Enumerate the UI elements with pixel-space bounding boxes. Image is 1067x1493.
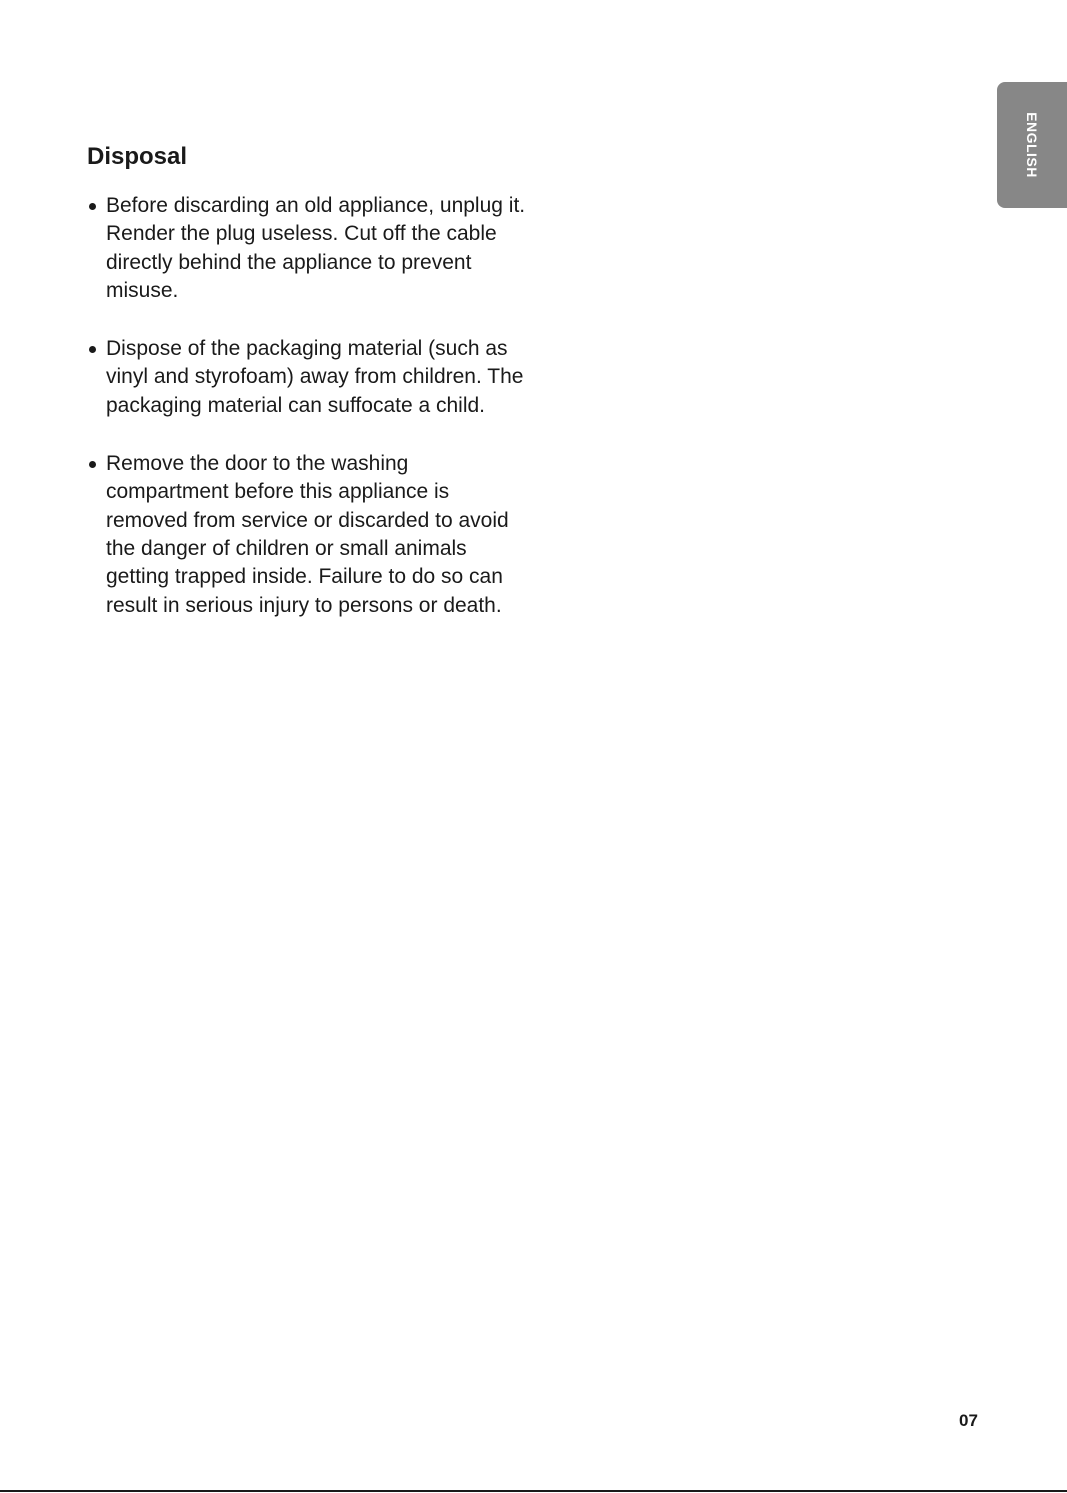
section-title: Disposal <box>87 143 188 170</box>
language-tab <box>997 82 1067 208</box>
page-number: 07 <box>959 1411 978 1430</box>
bullet-text: Remove the door to the washing compartment before this appliance is removed from service or discarded to avoid the danger of children or small animals getting trapped inside. Failure to do so can result in serious injury to persons or death. <box>106 452 509 617</box>
bullet-dot-icon <box>89 203 96 210</box>
bullet-item-unplug <box>87 192 527 305</box>
bullet-item-packaging <box>87 335 527 420</box>
bullet-dot-icon <box>89 346 96 353</box>
bottom-divider <box>0 1490 1067 1492</box>
bullet-text: Before discarding an old appliance, unplug it. Render the plug useless. Cut off the cable directly behind the appliance to prevent misuse. <box>106 194 526 302</box>
bullet-dot-icon <box>89 461 96 468</box>
bullet-text: Dispose of the packaging material (such as vinyl and styrofoam) away from children. The packaging material can suffocate a child. <box>106 337 524 417</box>
disposal-bullet-list <box>87 192 527 650</box>
bullet-item-door <box>87 450 527 620</box>
language-tab-label: ENGLISH <box>1024 112 1040 178</box>
